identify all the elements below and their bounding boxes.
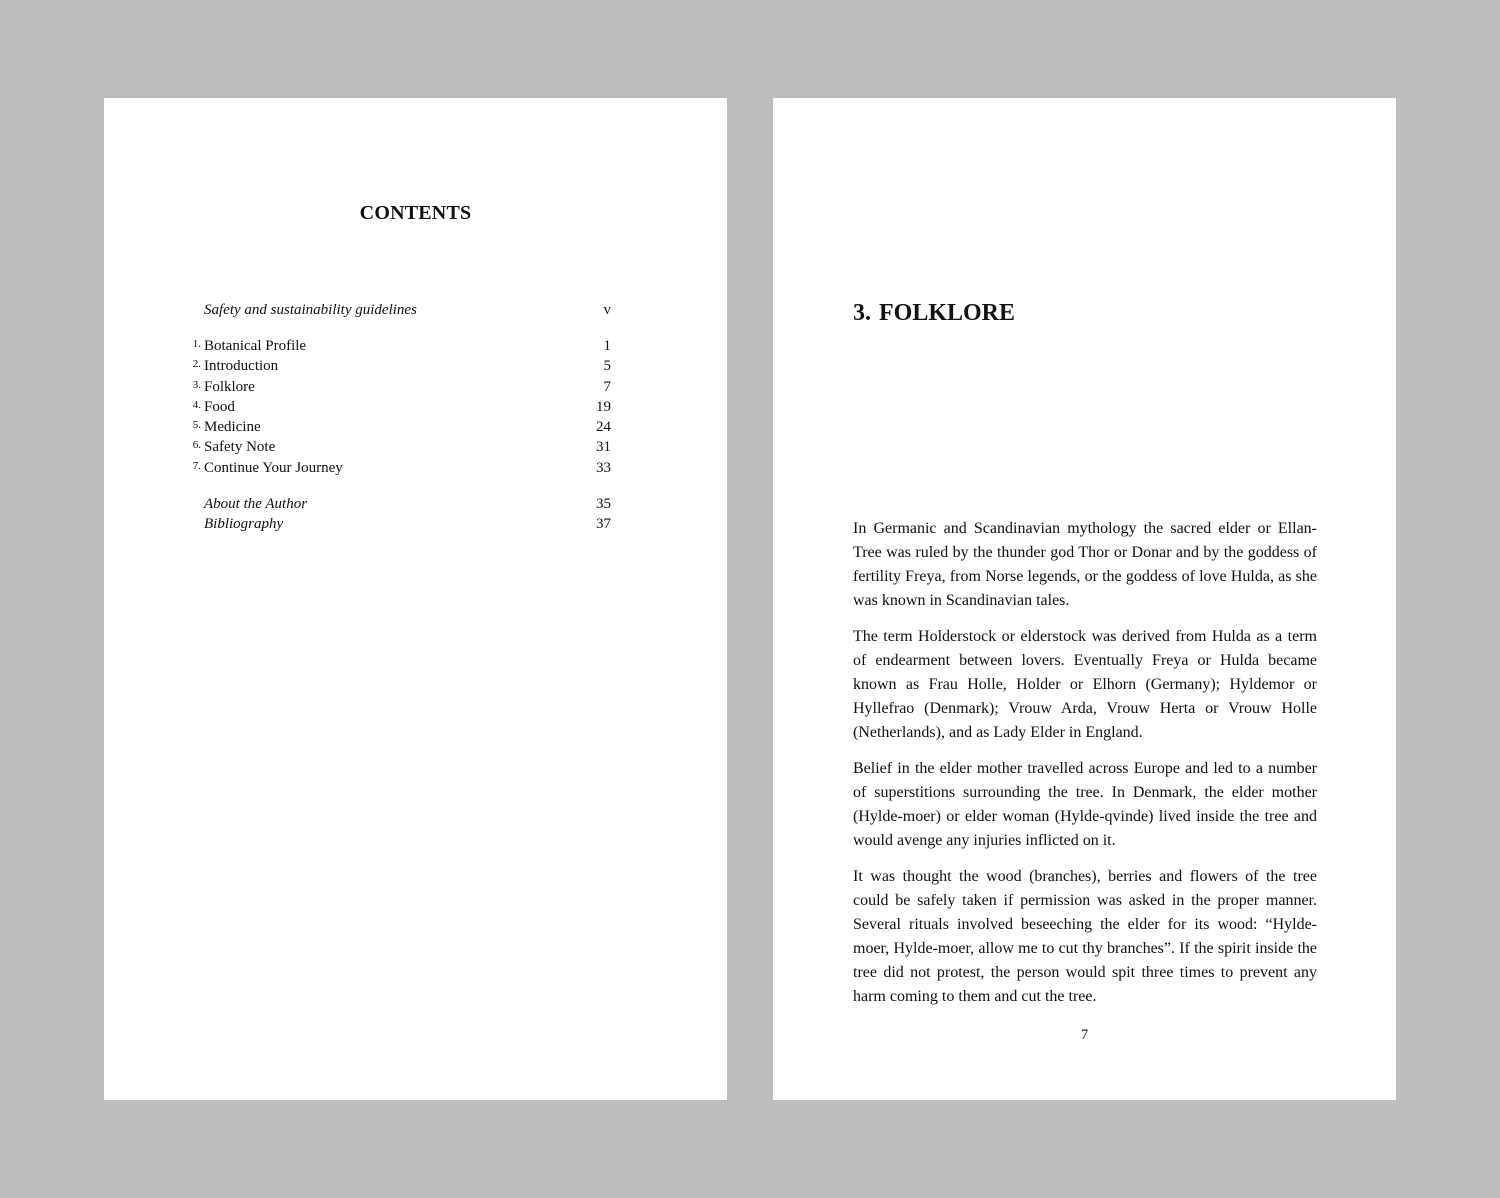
toc-entry[interactable]: [204, 516, 611, 536]
toc-entry-number: 4.: [192, 398, 201, 411]
toc-entry-label: About the Author: [204, 496, 308, 512]
page-number: 7: [1080, 1027, 1089, 1043]
toc-entry-label: Introduction: [204, 358, 279, 375]
contents-title: CONTENTS: [359, 202, 472, 224]
paragraph: The term Holderstock or elderstock was derived from Hulda as a term of endearment between lovers. Eventually Freya or Hulda became known as Frau Holle, Holder or Elhorn (Germany); Hyldemor or Hyllefrao (Denmark); Vrouw Arda, Vrouw Herta or Vrouw Holle (Netherlands), and as Lady Elder in England.: [853, 628, 1317, 741]
toc-entry[interactable]: [192, 338, 611, 358]
toc-entry-page: v: [603, 302, 611, 318]
toc-entry-label: Food: [204, 398, 235, 415]
chapter-heading: [853, 300, 1015, 327]
toc-entry[interactable]: [192, 459, 611, 480]
toc-entry-number: 2.: [192, 358, 201, 371]
toc-entry-label: Continue Your Journey: [204, 459, 343, 476]
toc-entry-page: 7: [603, 378, 611, 395]
toc-entry-number: 7.: [192, 459, 201, 472]
chapter-body: [853, 517, 1317, 1021]
toc-entry-number: 6.: [192, 439, 201, 452]
toc-entry[interactable]: [192, 398, 611, 419]
toc-front-matter: [204, 302, 611, 322]
paragraph: Belief in the elder mother travelled across Europe and led to a number of superstitions surrounding the tree. In Denmark, the elder mother (Hylde-moer) or elder woman (Hylde-qvinde) lived inside the tree and would avenge any injuries inflicted on it.: [853, 760, 1317, 849]
toc-entry-page: 31: [596, 439, 611, 456]
toc-entry-label: Botanical Profile: [204, 338, 307, 354]
chapter-number: 3.: [853, 300, 871, 326]
toc-entry[interactable]: [192, 378, 611, 399]
paragraph: It was thought the wood (branches), berries and flowers of the tree could be safely taken if permission was asked in the proper manner. Several rituals involved beseeching the elder for its wood: “Hylde-moer, Hylde-moer, allow me to cut thy branches”. If the spirit inside the tree did not protest, the person would spit three times to prevent any harm coming to them and cut the tree.: [853, 868, 1317, 1005]
toc-back-matter: [204, 496, 611, 537]
toc-entry-label: Safety Note: [204, 439, 276, 456]
toc-entry-page: 33: [596, 459, 611, 476]
chapter-page: [773, 98, 1396, 1100]
toc-entry-label: Folklore: [204, 378, 255, 395]
toc-entry[interactable]: [192, 358, 611, 378]
toc-entry[interactable]: [204, 302, 611, 322]
toc-entry-number: 1.: [192, 338, 201, 350]
toc-entry[interactable]: [192, 439, 611, 459]
toc-entry-page: 24: [596, 419, 611, 436]
contents-page: [104, 98, 727, 1100]
toc-entry-page: 19: [596, 398, 611, 415]
toc-entry[interactable]: [204, 496, 611, 516]
toc-entry-number: 5.: [192, 419, 201, 432]
toc-chapters: [192, 338, 611, 480]
chapter-title: FOLKLORE: [879, 300, 1016, 326]
toc-entry-page: 37: [596, 516, 611, 533]
toc-entry-label: Medicine: [204, 419, 261, 436]
toc-entry[interactable]: [192, 419, 611, 439]
toc-entry-page: 1: [603, 338, 611, 354]
toc-entry-page: 5: [603, 358, 611, 375]
toc-entry-number: 3.: [192, 378, 201, 391]
paragraph: In Germanic and Scandinavian mythology the sacred elder or Ellan-Tree was ruled by the thunder god Thor or Donar and by the goddess of fertility Freya, from Norse legends, or the goddess of love Hulda, as she was known in Scandinavian tales.: [853, 520, 1317, 609]
toc-entry-label: Bibliography: [204, 516, 284, 533]
toc-entry-page: 35: [596, 496, 611, 512]
toc-entry-label: Safety and sustainability guidelines: [204, 302, 417, 318]
